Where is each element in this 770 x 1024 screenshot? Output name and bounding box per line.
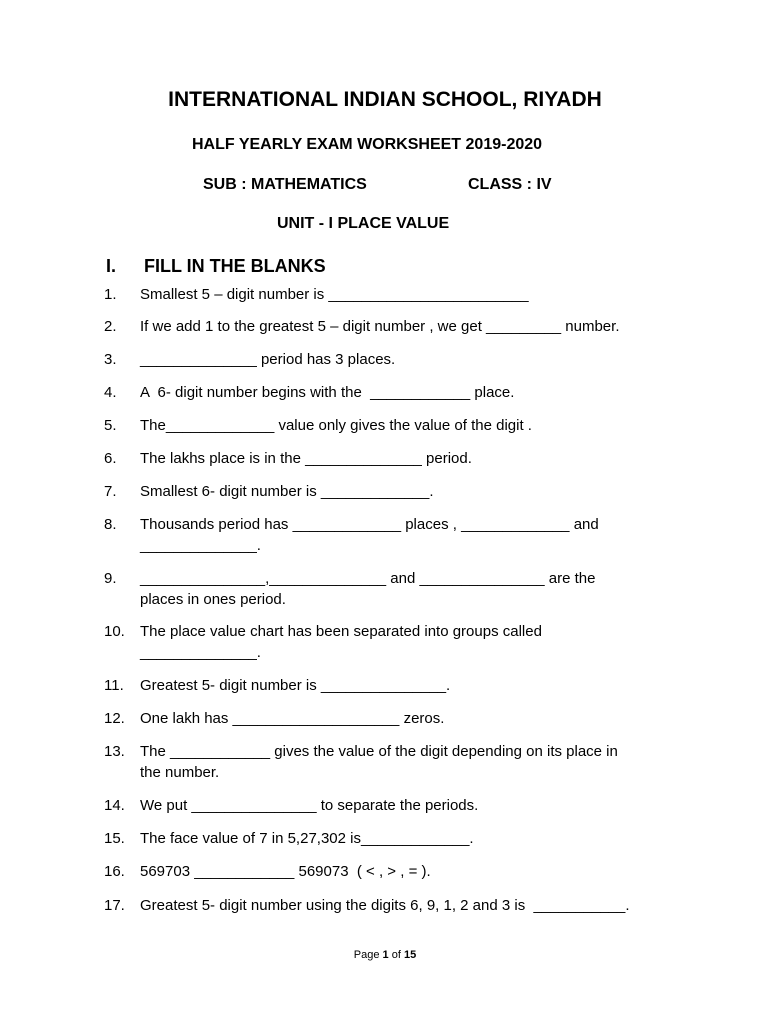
question-item <box>104 621 684 663</box>
question-text: Smallest 6- digit number is _____________. <box>140 483 434 500</box>
question-text: The place value chart has been separated into groups called ______________. <box>140 623 542 661</box>
question-number: 7. <box>104 483 117 500</box>
page-total: 15 <box>403 949 417 961</box>
question-item <box>104 741 684 783</box>
question-item <box>104 675 684 696</box>
page-label: Page <box>353 949 380 961</box>
question-number: 4. <box>104 384 117 401</box>
question-text: One lakh has ____________________ zeros. <box>140 710 445 727</box>
question-number: 16. <box>104 863 125 880</box>
question-number: 15. <box>104 830 125 847</box>
question-item <box>104 284 684 305</box>
question-item <box>104 795 684 816</box>
question-number: 14. <box>104 797 125 814</box>
question-number: 2. <box>104 318 117 335</box>
question-item <box>104 895 684 916</box>
school-title: INTERNATIONAL INDIAN SCHOOL, RIYADH <box>168 88 602 111</box>
question-text: ______________ period has 3 places. <box>140 351 396 368</box>
section-numeral: I. <box>106 256 117 276</box>
question-text: A 6- digit number begins with the ____________ place. <box>140 384 515 401</box>
question-item <box>104 382 684 403</box>
question-number: 10. <box>104 623 125 640</box>
question-text: The_____________ value only gives the value of the digit . <box>140 417 532 434</box>
question-item <box>104 568 684 610</box>
question-text: 569703 ____________ 569073 ( < , > , = ). <box>140 863 431 880</box>
question-item <box>104 316 684 337</box>
page-footer <box>0 949 770 961</box>
section-title: FILL IN THE BLANKS <box>144 256 326 276</box>
question-item <box>104 514 684 556</box>
section-heading <box>106 256 326 277</box>
question-text: The face value of 7 in 5,27,302 is_____________. <box>140 830 474 847</box>
question-item <box>104 481 684 502</box>
question-text: The lakhs place is in the ______________ period. <box>140 450 472 467</box>
question-text: _______________,______________ and _______________ are the places in ones period. <box>140 570 596 608</box>
question-text: Smallest 5 – digit number is ________________________ <box>140 286 529 303</box>
class-label: CLASS : IV <box>468 176 552 193</box>
subject-label: SUB : MATHEMATICS <box>203 176 367 193</box>
question-text: We put _______________ to separate the periods. <box>140 797 479 814</box>
question-number: 8. <box>104 516 117 533</box>
question-text: If we add 1 to the greatest 5 – digit number , we get _________ number. <box>140 318 620 335</box>
question-text: Greatest 5- digit number using the digits 6, 9, 1, 2 and 3 is ___________. <box>140 897 630 914</box>
question-item <box>104 861 684 882</box>
question-text: The ____________ gives the value of the digit depending on its place in the number. <box>140 743 618 781</box>
question-number: 5. <box>104 417 117 434</box>
question-text: Thousands period has _____________ places , _____________ and ______________. <box>140 516 599 554</box>
question-item <box>104 448 684 469</box>
question-number: 11. <box>104 677 124 694</box>
question-number: 12. <box>104 710 125 727</box>
question-item <box>104 708 684 729</box>
question-number: 6. <box>104 450 117 467</box>
question-item <box>104 415 684 436</box>
question-item <box>104 349 684 370</box>
of-label: of <box>391 949 401 961</box>
question-number: 13. <box>104 743 125 760</box>
exam-title: HALF YEARLY EXAM WORKSHEET 2019-2020 <box>192 136 543 153</box>
question-number: 3. <box>104 351 117 368</box>
page-current: 1 <box>382 949 389 961</box>
unit-title: UNIT - I PLACE VALUE <box>277 215 450 232</box>
question-item <box>104 828 684 849</box>
question-text: Greatest 5- digit number is _______________. <box>140 677 451 694</box>
question-number: 17. <box>104 897 125 914</box>
question-number: 9. <box>104 570 117 587</box>
question-number: 1. <box>104 286 117 303</box>
